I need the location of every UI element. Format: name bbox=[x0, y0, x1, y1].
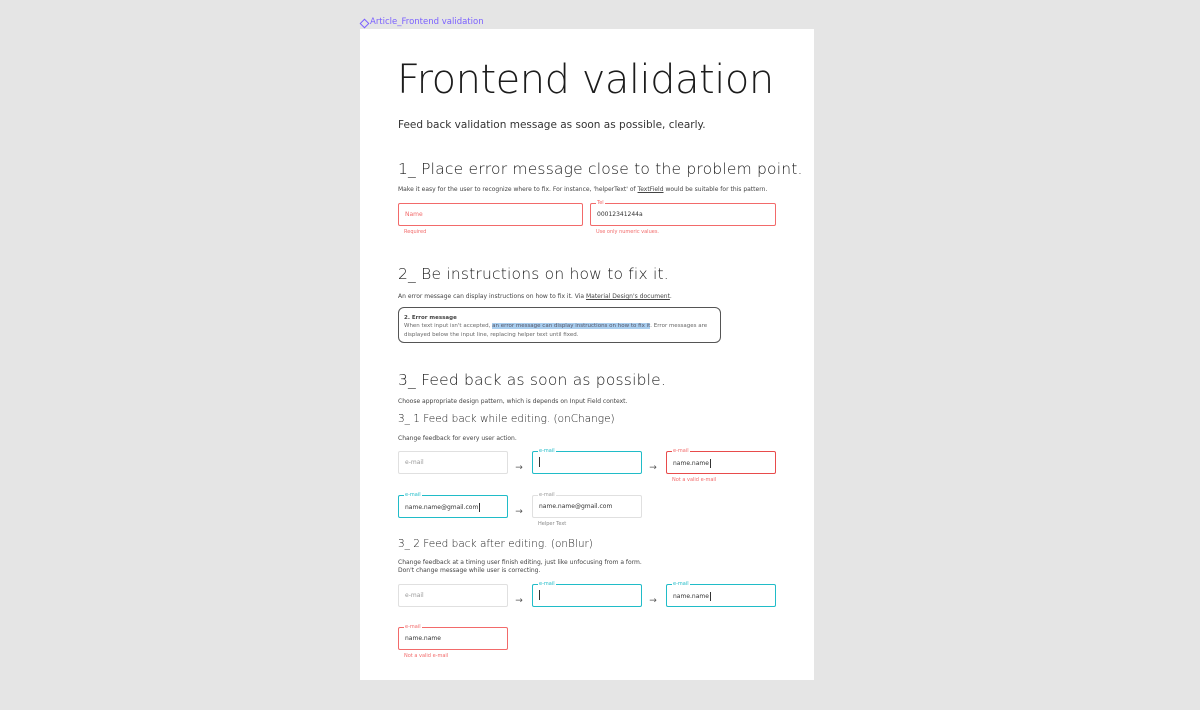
section-1-desc-text: Make it easy for the user to recognize where to fix. For instance, 'helperText' of bbox=[398, 186, 638, 193]
email-error-message: Not a valid e-mail bbox=[672, 477, 717, 483]
text-caret bbox=[710, 592, 711, 601]
subsection-3-1-desc: Change feedback for every user action. bbox=[398, 435, 517, 442]
email-field-valid[interactable] bbox=[532, 492, 642, 518]
email-value-text: name.name@gmail.com bbox=[405, 504, 479, 511]
section-2-desc-text-end: . bbox=[669, 293, 672, 300]
subsection-3-1-heading: 3_ 1 Feed back while editing. (onChange) bbox=[398, 413, 615, 425]
email-field-value bbox=[673, 459, 711, 468]
arrow-right-icon: → bbox=[649, 596, 657, 606]
page-title: Frontend validation bbox=[397, 57, 774, 103]
arrow-right-icon: → bbox=[515, 463, 523, 473]
email-value-text: name.name bbox=[673, 460, 709, 467]
excerpt-line-1 bbox=[404, 322, 715, 331]
email-field-label: e-mail bbox=[539, 492, 555, 498]
excerpt-text: When text input isn't accepted, bbox=[404, 323, 493, 329]
email-placeholder: e-mail bbox=[405, 459, 424, 466]
email-field-label: e-mail bbox=[673, 448, 689, 454]
subsection-3-2-desc-line-1: Change feedback at a timing user finish editing, just like unfocusing from a form. bbox=[398, 559, 642, 566]
subsection-3-2-heading: 3_ 2 Feed back after editing. (onBlur) bbox=[398, 538, 593, 550]
email-field-error[interactable] bbox=[666, 448, 776, 474]
section-2-heading: 2_ Be instructions on how to fix it. bbox=[398, 265, 669, 283]
email-field-editing[interactable] bbox=[666, 581, 776, 607]
textfield-link[interactable]: TextField bbox=[637, 186, 664, 193]
section-2-desc bbox=[398, 292, 672, 301]
excerpt-line-2: displayed below the input line, replacing helper text until fixed. bbox=[404, 331, 579, 338]
tel-field-value: 00012341244a bbox=[597, 211, 643, 218]
section-2-desc-text: An error message can display instructions on how to fix it. Via bbox=[398, 293, 586, 300]
component-icon bbox=[360, 19, 367, 26]
email-field-label: e-mail bbox=[539, 581, 555, 587]
material-design-excerpt bbox=[398, 307, 721, 343]
email-field-label: e-mail bbox=[405, 624, 421, 630]
arrow-right-icon: → bbox=[515, 596, 523, 606]
section-1-desc-text-end: would be suitable for this pattern. bbox=[663, 186, 768, 193]
frame-label[interactable] bbox=[360, 17, 484, 27]
subsection-3-2-desc-line-2: Don't change message while user is correcting. bbox=[398, 567, 541, 574]
email-helper-text: Helper Text bbox=[538, 521, 567, 527]
frame-label-text: Article_Frontend validation bbox=[370, 17, 484, 27]
section-1-desc bbox=[398, 185, 767, 194]
text-caret bbox=[710, 459, 711, 468]
tel-field[interactable] bbox=[590, 200, 776, 226]
text-caret bbox=[479, 503, 480, 512]
name-field-placeholder: Name bbox=[405, 211, 423, 218]
section-3-desc: Choose appropriate design pattern, which is depends on Input Field context. bbox=[398, 398, 628, 405]
section-1-heading: 1_ Place error message close to the problem point. bbox=[398, 160, 803, 178]
email-field-focused-valid[interactable] bbox=[398, 492, 508, 518]
email-field-label: e-mail bbox=[673, 581, 689, 587]
excerpt-text-end: . Error messages are bbox=[650, 323, 708, 329]
page-subtitle: Feed back validation message as soon as possible, clearly. bbox=[398, 119, 706, 131]
email-placeholder: e-mail bbox=[405, 592, 424, 599]
section-3-heading: 3_ Feed back as soon as possible. bbox=[398, 371, 666, 389]
arrow-right-icon: → bbox=[649, 463, 657, 473]
excerpt-title: 2. Error message bbox=[404, 315, 457, 321]
email-field-empty[interactable] bbox=[398, 584, 508, 607]
email-field-label: e-mail bbox=[405, 492, 421, 498]
article-frame bbox=[360, 29, 814, 680]
name-field[interactable] bbox=[398, 203, 583, 226]
text-caret bbox=[539, 590, 540, 600]
excerpt-highlight: an error message can display instructions on how to fix it bbox=[492, 323, 651, 329]
email-field-blur-error[interactable] bbox=[398, 624, 508, 650]
email-field-value bbox=[405, 503, 480, 512]
email-field-value: name.name@gmail.com bbox=[539, 503, 613, 510]
email-field-empty[interactable] bbox=[398, 451, 508, 474]
email-field-value bbox=[673, 592, 711, 601]
arrow-right-icon: → bbox=[515, 507, 523, 517]
email-field-focused[interactable] bbox=[532, 581, 642, 607]
tel-field-label: Tel bbox=[597, 200, 604, 206]
email-value-text: name.name bbox=[673, 593, 709, 600]
email-field-label: e-mail bbox=[539, 448, 555, 454]
tel-field-helper: Use only numeric values. bbox=[596, 229, 660, 235]
email-error-message: Not a valid e-mail bbox=[404, 653, 449, 659]
name-field-helper: Required bbox=[404, 229, 427, 235]
text-caret bbox=[539, 457, 540, 467]
email-field-value: name.name bbox=[405, 635, 441, 642]
material-design-link[interactable]: Material Design's document bbox=[585, 293, 670, 300]
email-field-focused[interactable] bbox=[532, 448, 642, 474]
